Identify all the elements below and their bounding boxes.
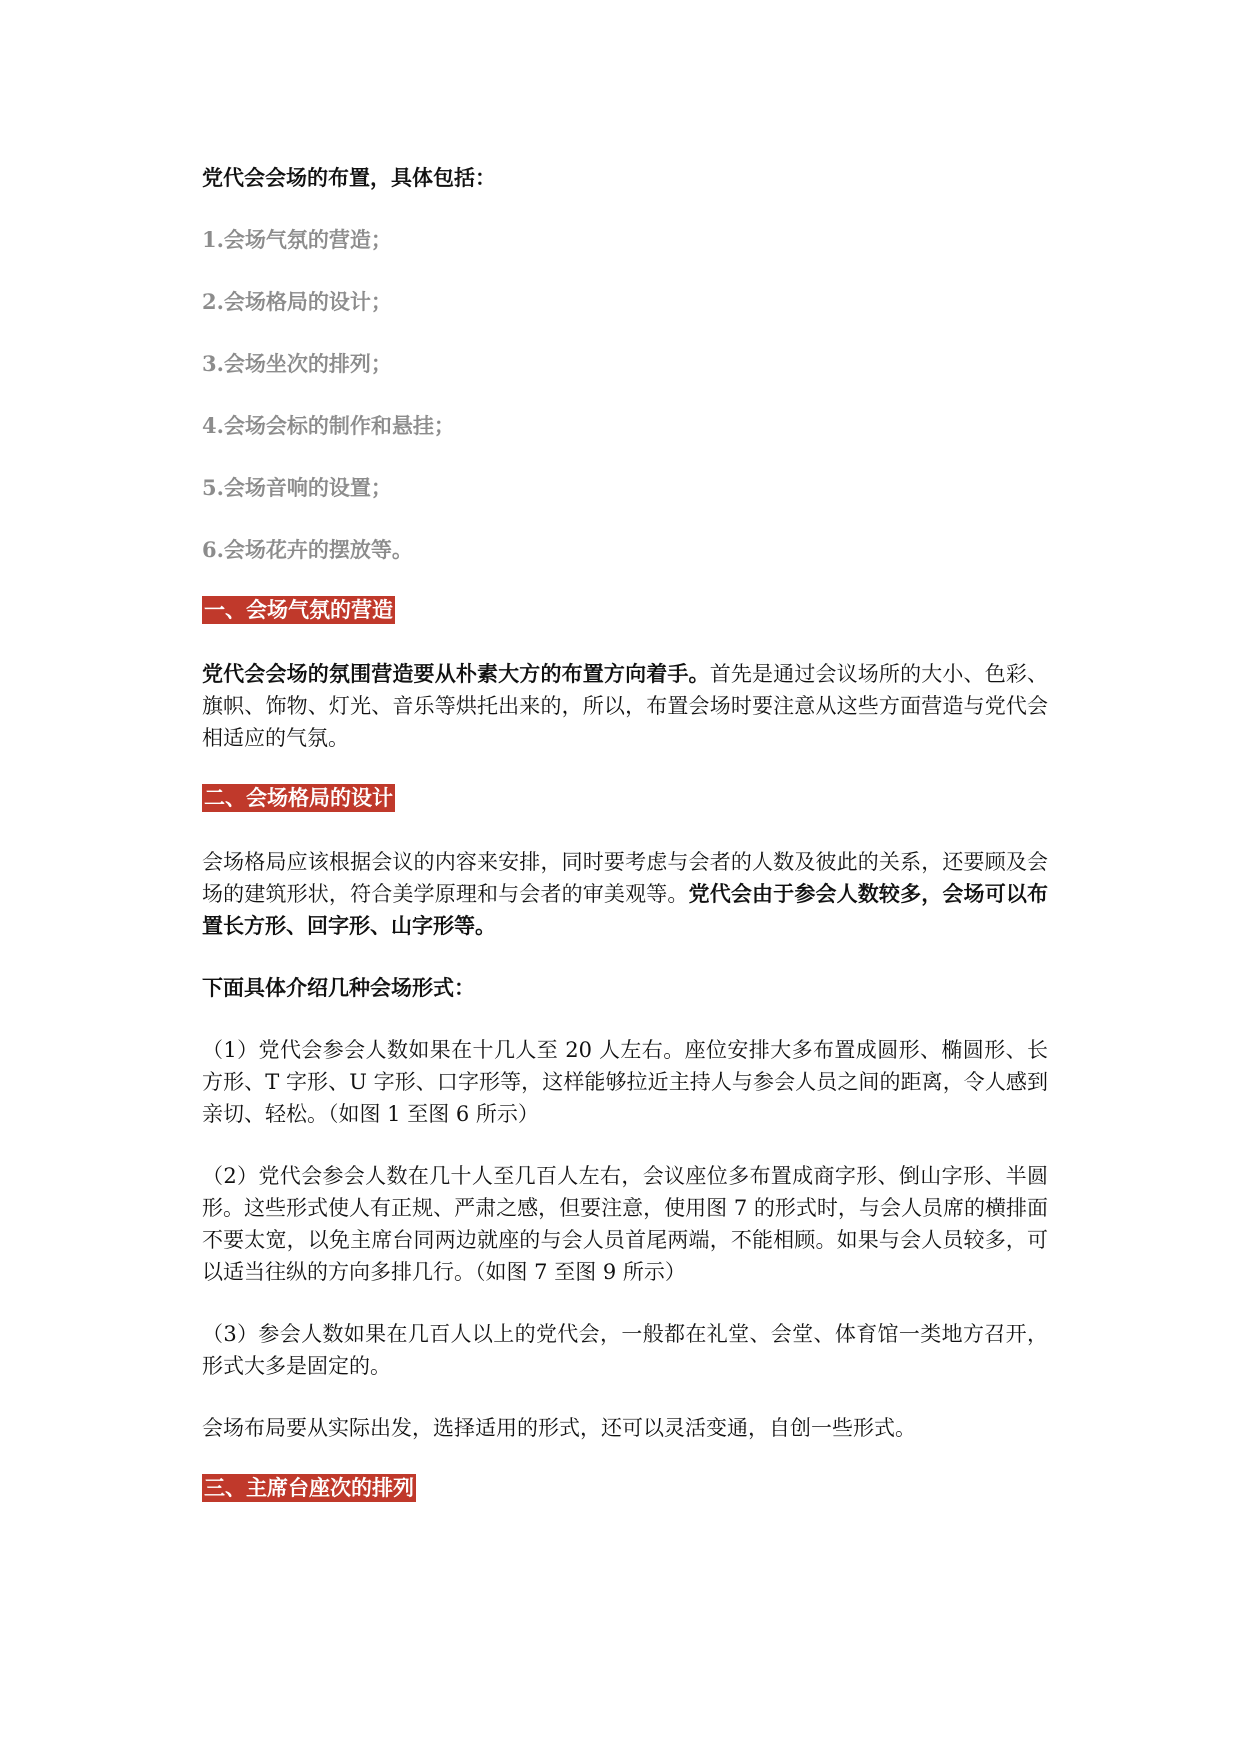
layout-item-3: （3）参会人数如果在几百人以上的党代会，一般都在礼堂、会堂、体育馆一类地方召开，形式大多是固定的。 xyxy=(202,1322,1048,1378)
section-2-subheading-text: 下面具体介绍几种会场形式： xyxy=(202,975,475,1000)
section-2-subheading xyxy=(202,972,1048,1004)
toc-item-4: 4.会场会标的制作和悬挂； xyxy=(202,413,455,438)
section-1-heading: 一、会场气氛的营造 xyxy=(204,597,393,622)
toc-item-1: 1.会场气氛的营造； xyxy=(202,227,392,252)
layout-closing: 会场布局要从实际出发，选择适用的形式，还可以灵活变通，自创一些形式。 xyxy=(202,1416,916,1440)
document-content xyxy=(202,162,1048,1536)
layout-item-2: （2）党代会参会人数在几十人至几百人左右，会议座位多布置成商字形、倒山字形、半圆形。这些形式使人有正规、严肃之感，但要注意，使用图 7 的形式时，与会人员席的横排面不要太宽，以免主席台同两边就座的与会人员首尾两端，不能相顾。如果与会人员较多，可以适当往纵的方向多排几行。（如图 7 至图 9 所示） xyxy=(202,1164,1048,1284)
section-3-heading: 三、主席台座次的排列 xyxy=(204,1475,414,1500)
section-2-paragraph xyxy=(202,846,1048,942)
section-2-text: 会场格局应该根据会议的内容来安排，同时要考虑与会者的人数及彼此的关系，还要顾及会场的建筑形状，符合美学原理和与会者的审美观等。 xyxy=(202,850,1048,906)
section-2-heading: 二、会场格局的设计 xyxy=(204,785,393,810)
intro-title: 党代会会场的布置，具体包括： xyxy=(202,165,496,190)
toc-item-6: 6.会场花卉的摆放等。 xyxy=(202,537,413,562)
section-1-text: 首先是通过会议场所的大小、色彩、旗帜、饰物、灯光、音乐等烘托出来的，所以，布置会场时要注意从这些方面营造与党代会相适应的气氛。 xyxy=(202,662,1049,750)
section-1-heading-wrap xyxy=(202,596,1048,628)
layout-item-1: （1）党代会参会人数如果在十几人至 20 人左右。座位安排大多布置成圆形、椭圆形、长方形、T 字形、U 字形、口字形等，这样能够拉近主持人与参会人员之间的距离，令人感到亲切、轻松。（如图 1 至图 6 所示） xyxy=(202,1038,1048,1126)
section-1-paragraph xyxy=(202,658,1048,754)
section-1-bold-lead: 党代会会场的氛围营造要从朴素大方的布置方向着手。 xyxy=(202,661,710,686)
toc-item-2: 2.会场格局的设计； xyxy=(202,289,392,314)
section-2-heading-wrap xyxy=(202,784,1048,816)
section-3-heading-wrap xyxy=(202,1474,1048,1506)
toc-item-3: 3.会场坐次的排列； xyxy=(202,351,392,376)
toc-item-5: 5.会场音响的设置； xyxy=(202,475,392,500)
section-2-bold: 党代会由于参会人数较多，会场可以布置长方形、回字形、山字形等。 xyxy=(202,881,1049,938)
